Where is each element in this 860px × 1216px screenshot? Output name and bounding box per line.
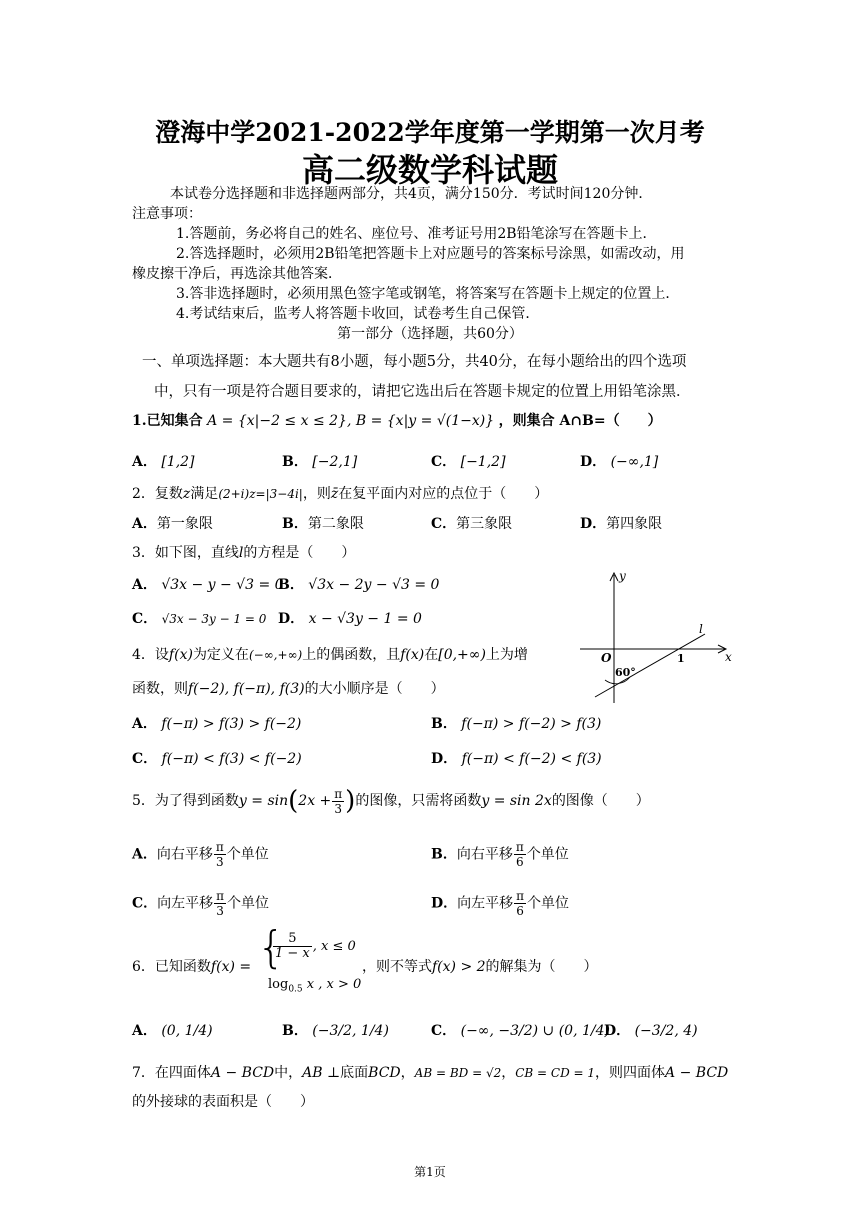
q4-option-b[interactable] bbox=[431, 713, 601, 733]
q2-option-c[interactable] bbox=[431, 513, 512, 533]
q2-option-a-label: A． bbox=[132, 516, 157, 532]
q6-option-c[interactable] bbox=[431, 1020, 610, 1040]
q4-int: [0,+∞) bbox=[438, 647, 486, 663]
q2-mid: 满足 bbox=[190, 486, 219, 502]
q4-option-a-label: A． bbox=[132, 716, 157, 732]
q4-option-c-label: C． bbox=[132, 751, 158, 767]
q4-fx2: f(x) bbox=[400, 647, 425, 663]
q6-brace-icon: { bbox=[257, 922, 285, 973]
section1-line1: 一、单项选择题：本大题共有8小题，每小题5分，共40分，在每小题给出的四个选项 bbox=[142, 354, 687, 370]
fig-label-l: l bbox=[699, 622, 703, 636]
q6-option-a[interactable] bbox=[132, 1020, 213, 1040]
q5-option-a-frac bbox=[214, 840, 226, 869]
q5-y1a: y = sin bbox=[238, 793, 289, 809]
q6-option-d-text: (−3/2, 4) bbox=[634, 1023, 698, 1039]
q2-option-a-text: 第一象限 bbox=[156, 516, 213, 532]
q6-mid: ，则不等式 bbox=[362, 959, 432, 975]
q2-option-b-text: 第二象限 bbox=[307, 516, 364, 532]
q6-case2-sub: 0.5 bbox=[288, 984, 303, 995]
q5-option-d-num: π bbox=[516, 889, 525, 903]
q3-l: l bbox=[238, 545, 244, 561]
question-6-pre bbox=[132, 956, 251, 976]
q6-post: 的解集为（ ） bbox=[485, 959, 598, 975]
q3-option-b-text: √3x − 2y − √3 = 0 bbox=[308, 577, 440, 593]
q6-option-b-text: (−3/2, 1/4) bbox=[312, 1023, 389, 1039]
exam-title-line1: 澄海中学2021-2022学年度第一学期第一次月考 bbox=[155, 118, 705, 147]
q5-pre: 5．为了得到函数 bbox=[132, 793, 239, 809]
q1-option-b-text: [−2,1] bbox=[312, 454, 358, 470]
q2-option-b[interactable] bbox=[282, 513, 364, 533]
q5-y2: y = sin 2x bbox=[481, 793, 552, 809]
q5-rparen-icon: ) bbox=[345, 786, 356, 816]
q5-y1b: 2x + bbox=[298, 793, 332, 809]
q5-option-c-num: π bbox=[216, 889, 225, 903]
q1-option-c-text: [−1,2] bbox=[460, 454, 506, 470]
q6-case2-log: log bbox=[268, 977, 289, 992]
exam-title-line2: 高二级数学科试题 bbox=[301, 151, 558, 189]
fig-label-y: y bbox=[619, 569, 626, 583]
q2-pre: 2．复数 bbox=[132, 486, 183, 502]
q1-option-c-label: C． bbox=[431, 454, 457, 470]
q7-ab: AB ⊥ bbox=[302, 1065, 341, 1081]
q3-option-d-text: x − √3y − 1 = 0 bbox=[308, 611, 422, 627]
q5-option-d[interactable] bbox=[431, 889, 569, 918]
q2-option-b-label: B． bbox=[282, 516, 308, 532]
q5-option-b-post: 个单位 bbox=[526, 846, 569, 863]
q5-option-b-frac bbox=[514, 840, 526, 869]
q5-option-b-num: π bbox=[515, 840, 524, 854]
q5-option-c-label: C． bbox=[132, 895, 158, 912]
q1-option-b-label: B． bbox=[282, 454, 308, 470]
q3-option-a[interactable] bbox=[132, 574, 284, 594]
q4-vals: f(−2), f(−π), f(3) bbox=[188, 681, 305, 697]
q1-post: ，则集合 A∩B=（ ） bbox=[498, 413, 662, 429]
q4-option-a[interactable] bbox=[132, 713, 301, 733]
q6-case1-frac bbox=[273, 932, 312, 961]
q4-option-d-label: D． bbox=[431, 751, 458, 767]
q2-post2: 在复平面内对应的点位于（ ） bbox=[338, 486, 549, 502]
q6-case2 bbox=[268, 977, 361, 995]
question-6-post bbox=[362, 956, 598, 976]
question-4-line1 bbox=[132, 644, 528, 664]
q4-l1e: 上为增 bbox=[485, 647, 528, 663]
q6-pre: 6．已知函数 bbox=[132, 959, 211, 975]
q1-option-a[interactable] bbox=[132, 451, 195, 471]
q3-option-c[interactable] bbox=[132, 608, 266, 628]
part1-heading: 第一部分（选择题，共60分） bbox=[337, 326, 523, 342]
line-l bbox=[595, 634, 705, 697]
q5-option-b-label: B． bbox=[431, 846, 457, 863]
q2-option-d-label: D． bbox=[580, 516, 607, 532]
notice-2b: 橡皮擦干净后，再选涂其他答案． bbox=[132, 266, 342, 282]
q3-option-d-label: D． bbox=[278, 611, 305, 627]
q5-option-a-pre: 向右平移 bbox=[156, 846, 213, 863]
question-1 bbox=[132, 410, 662, 430]
question-7-line1 bbox=[132, 1062, 728, 1082]
question-3 bbox=[132, 542, 355, 562]
line-figure bbox=[575, 565, 735, 710]
q3-option-d[interactable] bbox=[278, 608, 422, 628]
q4-l1b: 为定义在 bbox=[192, 647, 249, 663]
page-number: 第1页 bbox=[414, 1165, 446, 1179]
q2-post: ，则 bbox=[302, 486, 331, 502]
q6-case1 bbox=[272, 932, 356, 961]
q5-lparen-icon: ( bbox=[288, 786, 299, 816]
q6-option-b[interactable] bbox=[282, 1020, 389, 1040]
q5-option-c-den: 3 bbox=[216, 904, 224, 918]
q5-option-d-den: 6 bbox=[516, 904, 524, 918]
question-5 bbox=[132, 786, 650, 816]
q7-l1e: ， bbox=[501, 1065, 516, 1081]
q5-option-a-label: A． bbox=[132, 846, 157, 863]
q1-option-b[interactable] bbox=[282, 451, 357, 471]
question-2 bbox=[132, 483, 548, 503]
q6-option-c-label: C． bbox=[431, 1023, 457, 1039]
q5-option-b[interactable] bbox=[431, 840, 569, 869]
q2-option-d-text: 第四象限 bbox=[606, 516, 663, 532]
q5-option-c-frac bbox=[214, 889, 226, 918]
q6-ineq: f(x) > 2 bbox=[432, 959, 486, 975]
q3-option-c-label: C． bbox=[132, 611, 158, 627]
q3-option-b[interactable] bbox=[278, 574, 439, 594]
q5-frac bbox=[332, 787, 344, 816]
q6-fx: f(x) = bbox=[210, 959, 252, 975]
notice-3: 3.答非选择题时，必须用黑色签字笔或钢笔，将答案写在答题卡上规定的位置上． bbox=[176, 286, 680, 302]
section1-line2: 中，只有一项是符合题目要求的，请把它选出后在答题卡规定的位置上用铅笔涂黑． bbox=[154, 384, 691, 400]
q1-option-d-text: (−∞,1] bbox=[610, 454, 659, 470]
q2-z: z bbox=[182, 486, 191, 502]
q2-option-c-text: 第三象限 bbox=[456, 516, 513, 532]
q5-frac-num: π bbox=[334, 786, 343, 801]
notice-2a: 2.答选择题时，必须用2B铅笔把答题卡上对应题号的答案标号涂黑，如需改动，用 bbox=[176, 246, 685, 262]
q3-option-a-text: √3x − y − √3 = 0 bbox=[161, 577, 284, 593]
q7-t1: A − BCD bbox=[210, 1065, 275, 1081]
q5-option-a[interactable] bbox=[132, 840, 269, 869]
q2-zbar: z̄ bbox=[330, 486, 339, 502]
question-4-line2 bbox=[132, 678, 445, 698]
q5-option-c-pre: 向左平移 bbox=[157, 895, 214, 912]
q3-text: 3．如下图，直线 bbox=[132, 545, 239, 561]
intro-line: 本试卷分选择题和非选择题两部分，共4页，满分150分．考试时间120分钟． bbox=[170, 186, 653, 202]
q1-pre: 1.已知集合 bbox=[132, 413, 203, 429]
q2-eq: (2+i)z=|3−4i| bbox=[218, 487, 303, 501]
q6-case1-den: 1 − x bbox=[275, 946, 310, 961]
q4-dom: (−∞,+∞) bbox=[248, 648, 303, 662]
q4-option-b-text: f(−π) > f(−2) > f(3) bbox=[461, 716, 602, 732]
q5-option-a-den: 3 bbox=[216, 855, 224, 869]
q7-l1d: ， bbox=[400, 1065, 415, 1081]
fig-label-one: 1 bbox=[677, 652, 685, 665]
fig-label-angle: 60° bbox=[615, 666, 636, 679]
q4-l1a: 4．设 bbox=[132, 647, 169, 663]
q5-post: 的图像（ ） bbox=[551, 793, 650, 809]
q7-l1b: 中， bbox=[274, 1065, 303, 1081]
fig-label-x: x bbox=[725, 650, 732, 664]
q5-option-a-num: π bbox=[215, 840, 224, 854]
q4-option-d-text: f(−π) < f(−2) < f(3) bbox=[461, 751, 602, 767]
q7-t2: A − BCD bbox=[665, 1065, 729, 1081]
q2-option-a[interactable] bbox=[132, 513, 213, 533]
q1-option-a-text: [1,2] bbox=[161, 454, 195, 470]
q5-option-b-pre: 向右平移 bbox=[456, 846, 513, 863]
q4-option-d[interactable] bbox=[431, 748, 602, 768]
q6-option-a-label: A． bbox=[132, 1023, 157, 1039]
notice-title: 注意事项： bbox=[132, 206, 202, 222]
q5-option-d-frac bbox=[514, 889, 526, 918]
q7-eq2: CB = CD = 1 bbox=[515, 1066, 596, 1080]
q3-text2: 的方程是（ ） bbox=[243, 545, 356, 561]
q5-option-d-post: 个单位 bbox=[527, 895, 570, 912]
q5-mid: 的图像，只需将函数 bbox=[355, 793, 482, 809]
q7-l1f: ，则四面体 bbox=[595, 1065, 666, 1081]
q1-option-d[interactable] bbox=[580, 451, 658, 471]
q1-option-c[interactable] bbox=[431, 451, 506, 471]
q3-option-c-text: √3x − 3y − 1 = 0 bbox=[161, 612, 267, 626]
q6-case1-cond: , x ≤ 0 bbox=[312, 939, 356, 954]
q4-option-c[interactable] bbox=[132, 748, 302, 768]
q7-bcd: BCD bbox=[368, 1065, 401, 1081]
q3-option-b-label: B． bbox=[278, 577, 304, 593]
q4-fx: f(x) bbox=[168, 647, 193, 663]
q5-option-c-post: 个单位 bbox=[227, 895, 270, 912]
q7-l1a: 7．在四面体 bbox=[132, 1065, 211, 1081]
q5-option-c[interactable] bbox=[132, 889, 269, 918]
q6-option-d[interactable] bbox=[604, 1020, 698, 1040]
q6-case2-rest: x , x > 0 bbox=[302, 977, 362, 992]
q5-frac-den: 3 bbox=[334, 801, 343, 816]
q6-case1-num: 5 bbox=[273, 932, 312, 947]
q4-option-b-label: B． bbox=[431, 716, 457, 732]
q4-option-c-text: f(−π) < f(3) < f(−2) bbox=[161, 751, 302, 767]
q1-option-a-label: A． bbox=[132, 454, 157, 470]
q4-l2b: 的大小顺序是（ ） bbox=[304, 681, 445, 697]
q6-option-c-text: (−∞, −3/2) ∪ (0, 1/4) bbox=[460, 1023, 610, 1039]
q4-option-a-text: f(−π) > f(3) > f(−2) bbox=[161, 716, 302, 732]
q4-l2a: 函数，则 bbox=[132, 681, 188, 697]
q2-option-c-label: C． bbox=[431, 516, 457, 532]
q5-option-d-pre: 向左平移 bbox=[457, 895, 514, 912]
q2-option-d[interactable] bbox=[580, 513, 662, 533]
fig-label-origin: O bbox=[601, 651, 612, 665]
notice-4: 4.考试结束后，监考人将答题卡收回，试卷考生自己保管． bbox=[176, 306, 540, 322]
question-7-line2: 的外接球的表面积是（ ） bbox=[132, 1094, 314, 1110]
q7-l1c: 底面 bbox=[340, 1065, 369, 1081]
q6-option-b-label: B． bbox=[282, 1023, 308, 1039]
q1-option-d-label: D． bbox=[580, 454, 607, 470]
q7-eq1: AB = BD = √2 bbox=[414, 1066, 502, 1080]
q1-sets: A = {x|−2 ≤ x ≤ 2}, B = {x|y = √(1−x)} bbox=[207, 413, 495, 429]
notice-1: 1.答题前，务必将自己的姓名、座位号、准考证号用2B铅笔涂写在答题卡上． bbox=[176, 226, 657, 242]
q3-option-a-label: A． bbox=[132, 577, 157, 593]
q5-option-b-den: 6 bbox=[515, 855, 524, 869]
q6-option-d-label: D． bbox=[604, 1023, 631, 1039]
q4-l1d: 在 bbox=[424, 647, 439, 663]
q5-option-d-label: D． bbox=[431, 895, 458, 912]
q6-option-a-text: (0, 1/4) bbox=[161, 1023, 213, 1039]
q5-option-a-post: 个单位 bbox=[226, 846, 269, 863]
q4-l1c: 上的偶函数，且 bbox=[302, 647, 401, 663]
